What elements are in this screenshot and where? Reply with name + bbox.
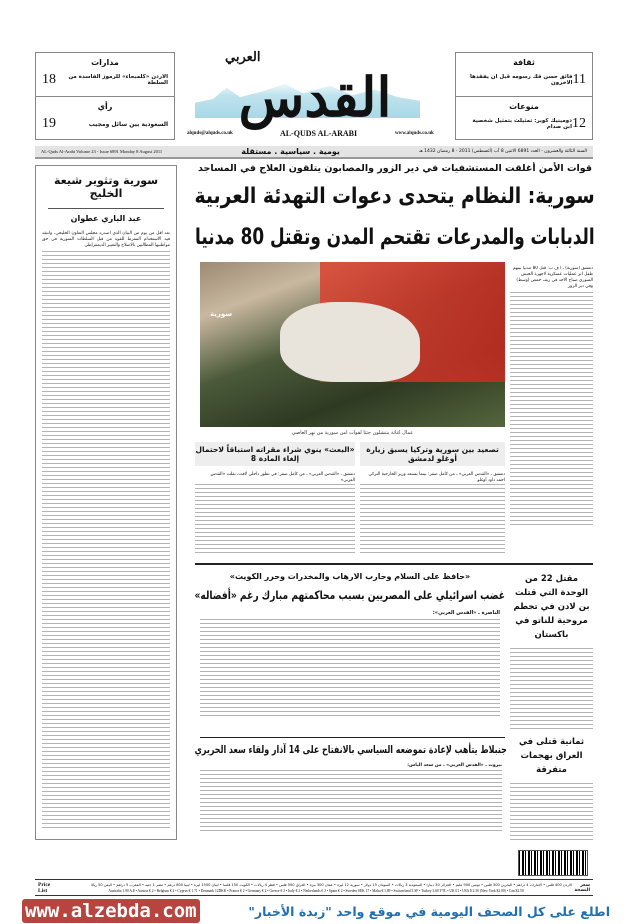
story-lead: دمشق ـ «القدس العربي» ـ من كامل صقر: في تطور داخلي لافت، نقلت «القدس العربي»	[210, 472, 355, 483]
editorial-title[interactable]: سورية وتثوير شيعة الخليج	[53, 174, 159, 200]
main-headline-1[interactable]: سورية: النظام يتحدى دعوات التهدئة العربية	[195, 184, 595, 209]
story-lead: بيروت ـ «القدس العربي» ـ من سعد الياس:	[407, 763, 502, 768]
story-headline[interactable]: تصعيد بين سورية وتركيا يسبق زيارة أوغلو لدمشق	[360, 442, 505, 466]
story-lead: الناصرة ـ «القدس العربي»:	[432, 610, 500, 616]
jumblatt-body	[195, 760, 507, 840]
teaser-headline: الاردن «كلمبحاء» للرموز الفاسدة من السلطة	[68, 74, 168, 86]
masthead-title: القدس	[238, 65, 392, 129]
date-bar	[35, 146, 593, 159]
ad-banner[interactable]	[0, 898, 632, 924]
story-turkey	[360, 442, 505, 557]
main-kicker: قوات الأمن أغلقت المستشفيات في دير الزور والمصابون يتلقون العلاج في المساجد	[198, 163, 592, 174]
story-pakistan	[510, 572, 593, 730]
divider	[200, 737, 505, 738]
divider	[195, 563, 593, 565]
photo-credit: سورية	[210, 310, 233, 318]
prices-intl: Australia 1.90 A.$ • Austria € 2 • Belgium € 2 • Cyprus € 1.71 • Denmark 12DKK • France € 2 • Germany € 2 • Greece € 2 • Italy € 2 • Netherlands € 2 • Spain € 2 • Sweden SEK 17 • Malta € 1.89 • Switzerland 3 SF • Turkey 3.60 YTL • UK £1 • USA $ 2.50 (New York $2.00) • Can $2.50	[108, 888, 524, 893]
barcode	[518, 850, 588, 876]
story-baath	[195, 442, 355, 557]
teaser-box-right	[455, 52, 593, 140]
story-headline[interactable]: ثمانية قتلى في العراق بهجمات متفرقة	[518, 737, 585, 775]
masthead-english: AL-QUDS AL-ARABI	[280, 129, 358, 138]
issue-info-ar: السنة الثالثة والعشرون - العدد 6891 الاثنين 8 آب (أغسطس) 2011 - 8 رمضان 1432 هـ	[419, 149, 587, 154]
editorial-column	[35, 165, 177, 840]
teaser-rai[interactable]	[36, 97, 174, 132]
page-number: 11	[572, 72, 586, 87]
section-label: منوعات	[509, 102, 539, 111]
editorial-lead: بعد اقل من يوم من البيان الذي اصدره مجلس التعاون الخليجي، وانتقد فيه الاستخدام المفرط للقوة من قبل السلطات السورية في حق مواطنيها المطالبين بالاصلاح والتغيير الديمقراطي	[42, 231, 170, 248]
israel-body	[195, 606, 505, 735]
story-headline[interactable]: «البعث» ينوي شراء مقراته استباقاً لاحتمال إلغاء المادة 8	[195, 442, 355, 466]
teaser-culture[interactable]	[456, 53, 592, 97]
israel-headline[interactable]: غضب اسرائيلي على المصريين بسبب محاكمتهم مبارك رغم «أفضاله»	[195, 588, 505, 602]
photo-caption: عمال اغاثة ينتشلون جثثا لقوات امن سورية من نهر العاصي	[291, 430, 414, 436]
main-lead: دمشق (سورية) ـ ا ف ب: قتل 80 مدنيا بينهم طفل اثر عمليات عسكرية لاجهزة الجيش السوري صباح الاحد في ريف حمص (وسط) وفي دير الزور	[512, 266, 593, 289]
masthead	[187, 50, 440, 140]
page-number: 18	[42, 72, 56, 87]
price-label: Price List	[38, 881, 51, 894]
teaser-headline: فائق حسن فك رسومه قبل ان يفقدها الاخرون	[469, 74, 573, 86]
teaser-madarat[interactable]	[36, 53, 174, 97]
email[interactable]: alquds@alquds.co.uk	[187, 131, 233, 136]
main-story-column	[510, 266, 593, 536]
price-list	[35, 879, 593, 896]
main-headline-block	[195, 162, 595, 258]
editorial-author: عبد الباري عطوان	[70, 214, 142, 223]
story-headline[interactable]: مقتل 22 من الوحدة التي قتلت بن لادن في تحطم مروحية للناتو في باكستان	[513, 574, 590, 640]
ad-url[interactable]: www.alzebda.com	[22, 899, 200, 923]
teaser-headline: السعودية بين سائل ومجيب	[88, 120, 168, 128]
price-label-ar: سعر النسخة	[574, 882, 590, 893]
teaser-box-left	[35, 52, 175, 140]
prices-arab: الاردن 400 فلس • الامارات 4 دراهم • البحرين 300 فلس • تونس 900 مليم • الجزائر 30 دينارا • السعودية 3 ريالات • السودان 15 دولار • سورية 12 ليرة • عمان 300 بيزة • العراق 500 فلس • قطر 4 ريالات • الكويت 150 فلسا • لبنان 1500 ليرة • ليبيا 800 درهم • مصر 1 جنيه • المغرب 5 دراهم • اليمن 50 ريالا	[91, 882, 572, 887]
teaser-headline: دومينيك كوبر: تمثيلت بتمثيل شخصية ابن صدام	[472, 118, 572, 130]
page-number: 12	[572, 116, 586, 131]
issue-info-en: AL-Quds Al-Arabi Volume 23 - Issue 6891 Monday 8 August 2011	[41, 149, 163, 154]
main-headline-2[interactable]: الدبابات والمدرعات تقتحم المدن وتقتل 80 مدنيا	[195, 225, 595, 250]
website[interactable]: www.alquds.co.uk	[395, 131, 434, 136]
jumblatt-headline[interactable]: جنبلاط يتأهب لإعادة تموضعه السياسي بالانفتاح على 14 آذار ولقاء سعد الحريري	[195, 744, 507, 756]
story-iraq	[510, 735, 593, 843]
story-lead: دمشق ـ «القدس العربي» ـ من كامل صقر: بينما يستعد وزير الخارجية التركي احمد داود أوغلو	[368, 472, 505, 483]
section-label: مدارات	[91, 58, 119, 67]
israel-story	[195, 570, 505, 735]
main-photo[interactable]	[200, 262, 505, 427]
israel-kicker: «حافظ على السلام وحارب الارهاب والمخدرات وحرر الكويت»	[229, 572, 471, 581]
page-number: 19	[42, 116, 56, 131]
section-label: رأي	[97, 102, 113, 111]
teaser-misc[interactable]	[456, 97, 592, 132]
masthead-subtitle: العربي	[225, 50, 261, 65]
tagline: يومية . سياسية . مستقلة	[241, 147, 340, 156]
editorial-body	[42, 251, 170, 831]
jumblatt-story	[195, 740, 507, 840]
section-label: ثقافة	[513, 58, 535, 67]
ad-text: اطلع على كل الصحف اليومية في موقع واحد "زبدة الأخبار"	[248, 903, 610, 919]
